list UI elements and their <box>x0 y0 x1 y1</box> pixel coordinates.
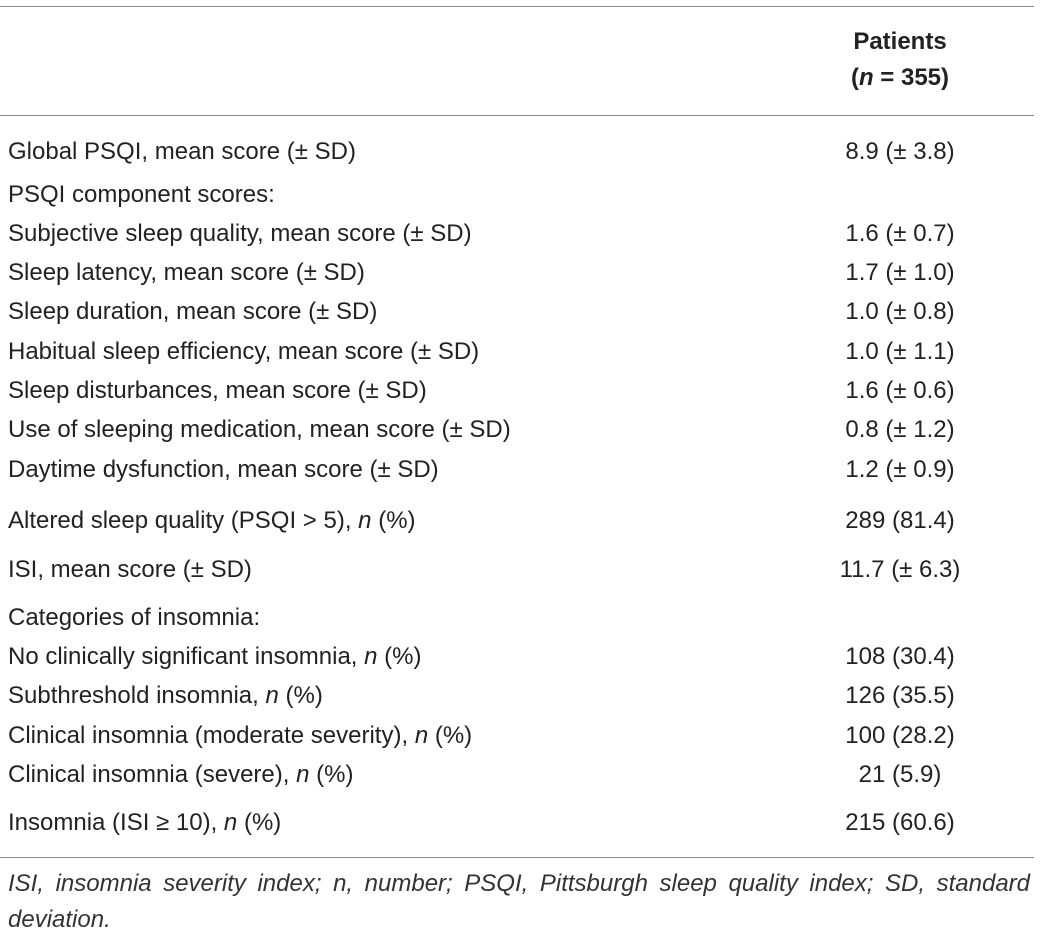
row-label-text: Sleep duration, mean score (± SD) <box>8 298 378 325</box>
row-label-text: Habitual sleep efficiency, mean score (± SD) <box>8 338 480 365</box>
row-value: 289 (81.4) <box>845 507 955 534</box>
table-row <box>0 757 1034 793</box>
row-label-italic: n <box>296 761 310 788</box>
table-row <box>0 639 1034 675</box>
table-row <box>0 678 1034 714</box>
table-row <box>0 452 1034 488</box>
row-value: 1.0 (± 0.8) <box>845 298 955 325</box>
row-label-text: ISI, mean score (± SD) <box>8 556 252 583</box>
row-value: 21 (5.9) <box>858 761 942 788</box>
row-label <box>8 216 472 252</box>
row-label-italic: n <box>265 682 279 709</box>
row-value: 108 (30.4) <box>845 643 955 670</box>
row-label-italic: n <box>364 643 378 670</box>
row-value: 1.0 (± 1.1) <box>845 338 955 365</box>
row-label <box>8 503 416 539</box>
row-label <box>8 452 439 488</box>
column-header-title: Patients <box>853 28 947 55</box>
row-value: 0.8 (± 1.2) <box>845 416 955 443</box>
row-label <box>8 134 356 170</box>
row-value: 11.7 (± 6.3) <box>839 556 961 583</box>
table-row <box>0 334 1034 370</box>
table-row <box>0 503 1034 539</box>
row-label <box>8 757 353 793</box>
row-label-text: Sleep disturbances, mean score (± SD) <box>8 377 427 404</box>
row-label-text: PSQI component scores: <box>8 181 275 208</box>
row-label <box>8 805 281 841</box>
row-label-text: Daytime dysfunction, mean score (± SD) <box>8 456 439 483</box>
row-label <box>8 177 275 213</box>
row-label <box>8 600 260 636</box>
row-value: 215 (60.6) <box>845 809 955 836</box>
table-row <box>0 552 1034 588</box>
row-label <box>8 334 479 370</box>
row-label-text: Categories of insomnia: <box>8 604 261 631</box>
row-value: 1.6 (± 0.6) <box>845 377 955 404</box>
table-bottom-rule <box>0 857 1034 858</box>
row-label <box>8 639 422 675</box>
row-label-text: Use of sleeping medication, mean score (± SD) <box>8 416 511 443</box>
row-label-text: Insomnia (ISI ≥ 10), <box>8 809 224 836</box>
table-row <box>0 216 1034 252</box>
table-row <box>0 177 1034 213</box>
table-top-rule <box>0 6 1034 7</box>
table-header-rule <box>0 115 1034 116</box>
row-label-suffix: (%) <box>371 507 416 534</box>
row-label <box>8 412 511 448</box>
table-row <box>0 805 1034 841</box>
table-row <box>0 134 1034 170</box>
table-footnote: ISI, insomnia severity index; n, number; PSQI, Pittsburgh sleep quality index; SD, standard deviation. <box>8 870 1030 933</box>
row-label-italic: n <box>223 809 238 836</box>
table-row <box>0 412 1034 448</box>
row-value: 8.9 (± 3.8) <box>845 138 955 165</box>
row-label-suffix: (%) <box>377 643 422 670</box>
row-label <box>8 373 427 409</box>
row-value: 1.2 (± 0.9) <box>845 456 955 483</box>
column-header-patients <box>790 24 1010 96</box>
row-label <box>8 552 252 588</box>
n-symbol: n <box>858 64 874 91</box>
row-label-text: Global PSQI, mean score (± SD) <box>8 138 356 165</box>
row-label-text: Clinical insomnia (moderate severity), <box>8 722 415 749</box>
row-label-italic: n <box>358 507 372 534</box>
row-label-suffix: (%) <box>428 722 473 749</box>
table-row <box>0 294 1034 330</box>
row-value: 126 (35.5) <box>845 682 955 709</box>
table-row <box>0 600 1034 636</box>
table-row <box>0 718 1034 754</box>
row-label <box>8 678 323 714</box>
row-label <box>8 255 365 291</box>
row-label <box>8 718 472 754</box>
row-label-suffix: (%) <box>278 682 323 709</box>
table-row <box>0 255 1034 291</box>
row-label-text: Subthreshold insomnia, <box>8 682 266 709</box>
row-label-text: Clinical insomnia (severe), <box>8 761 297 788</box>
row-label-suffix: (%) <box>309 761 354 788</box>
row-value: 1.7 (± 1.0) <box>845 259 955 286</box>
row-label <box>8 294 377 330</box>
row-label-text: Subjective sleep quality, mean score (± SD) <box>8 220 472 247</box>
row-label-text: No clinically significant insomnia, <box>8 643 365 670</box>
row-label-suffix: (%) <box>237 809 282 836</box>
column-header-n: (n = 355) <box>850 64 950 91</box>
row-value: 1.6 (± 0.7) <box>845 220 955 247</box>
row-label-italic: n <box>414 722 429 749</box>
table-row <box>0 373 1034 409</box>
row-value: 100 (28.2) <box>845 722 955 749</box>
row-label-text: Altered sleep quality (PSQI > 5), <box>8 507 359 534</box>
row-label-text: Sleep latency, mean score (± SD) <box>8 259 365 286</box>
n-value: = 355 <box>873 64 942 91</box>
